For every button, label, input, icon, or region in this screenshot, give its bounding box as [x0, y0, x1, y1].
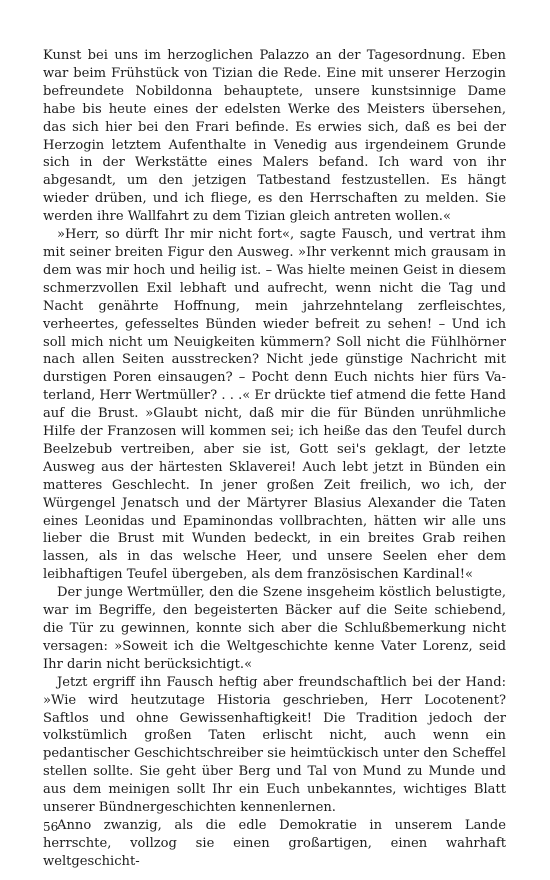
paragraph-2: »Herr, so dürft Ihr mir nicht fort«, sagte Fausch, und vertrat ihm mit seiner breiten Figur den Ausweg. »Ihr verkennt mich grausam in dem was mir hoch und heilig ist. – Was hielte meinen Geist in diesem schmerzvollen Exil lebhaft und aufrecht, wenn nicht die Tag und Nacht genährte Hoffnung, mein jahrzehntelang zerfleischtes, verheertes, gefesseltes Bünden wieder befreit zu sehen! – Und ich soll mich nicht um Neuigkeiten kümmern? Soll nicht die Fühlhörner nach allen Seiten ausstrecken? Nicht jede günstige Nachricht mit durstigen Poren einsaugen? – Pocht denn Euch nichts hier fürs Vaterland, Herr Wertmüller? . . .« Er drückte tief atmend die fette Hand auf die Brust. »Glaubt nicht, daß mir die für Bünden unrühmliche Hilfe der Franzosen will kommen sei; ich heiße das den Teufel durch Beelzebub vertreiben, aber sie ist, Gott sei's geklagt, der letzte Ausweg aus der härtesten Sklaverei! Auch lebt jetzt in Bünden ein matteres Geschlecht. In jener großen Zeit freilich, wo ich, der Würgengel Jenatsch und der Märtyrer Blasius Alexander die Taten eines Leonidas und Epaminondas vollbrachten, hätten wir alle uns lieber die Brust mit Wunden bedeckt, in ein breites Grab reihen lassen, als in das welsche Heer, und unsere Seelen eher dem leibhaftigen Teufel übergeben, als dem französischen Kardinal!« — [43, 227, 506, 583]
paragraph-5: Anno zwanzig, als die edle Demokratie in unserem Lande herrschte, vollzog sie einen großartigen, einen wahrhaft weltgeschicht- — [43, 817, 506, 869]
paragraph-3: Der junge Wertmüller, den die Szene insgeheim köstlich belustigte, war im Begriffe, den begeisterten Bäcker auf die Seite schiebend, die Tür zu gewinnen, konnte sich aber die Schlußbemerkung nicht versagen: »Soweit ich die Weltgeschichte kenne Vater Lorenz, seid Ihr darin nicht berücksichtigt.« — [43, 585, 506, 672]
page-body — [43, 47, 506, 871]
paragraph-1: Kunst bei uns im herzoglichen Palazzo an der Tagesordnung. Eben war beim Frühstück von Tizian die Rede. Eine mit unserer Herzogin befreundete Nobildonna behauptete, unsere kunstsinnige Dame habe bis heute eines der edelsten Werke des Meisters übersehen, das sich hier bei den Frari befinde. Es erwies sich, daß es bei der Herzogin letztem Aufenthalte in Venedig aus irgendeinem Grunde sich in der Werkstätte eines Malers befand. Ich ward von ihr abgesandt, um den jetzigen Tatbestand festzustellen. Es hängt wieder drüben, und ich fliege, es den Herrschaften zu melden. Sie werden ihre Wallfahrt zu dem Tizian gleich antreten wollen.« — [43, 48, 506, 225]
page-number: 56 — [43, 820, 59, 834]
paragraph-4: Jetzt ergriff ihn Fausch heftig aber freundschaftlich bei der Hand: »Wie wird heutzutage Historia geschrieben, Herr Locotenent? Saftlos und ohne Gewissenhaftigkeit! Die Tradition jedoch der volkstümlich großen Taten erlischt nicht, auch wenn ein pedantischer Geschichtschreiber sie heimtückisch unter den Scheffel stellen sollte. Sie geht über Berg und Tal von Mund zu Munde und aus dem meinigen sollt Ihr ein Euch unbekanntes, wichtiges Blatt unserer Bündnergeschichten kennenlernen. — [43, 674, 506, 816]
